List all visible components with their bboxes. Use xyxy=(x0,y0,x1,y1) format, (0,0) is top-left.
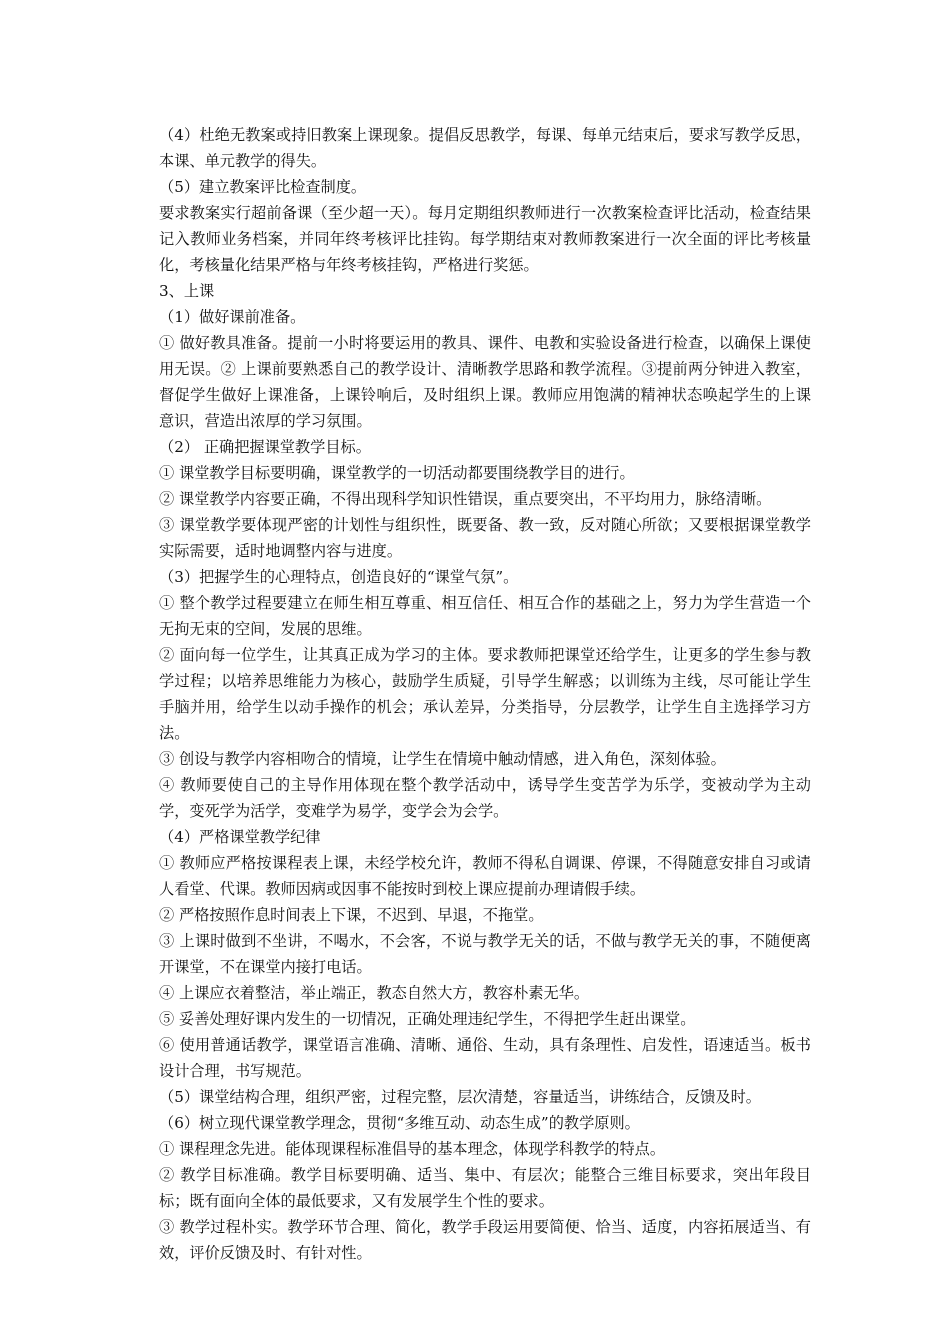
paragraph-atmosphere-4: ④ 教师要使自己的主导作用体现在整个教学活动中，诱导学生变苦学为乐学，变被动学为主动学，变死学为活学，变难学为易学，变学会为会学。 xyxy=(159,776,811,820)
paragraph-6-modern-concept: （6）树立现代课堂教学理念，贯彻“多维互动、动态生成”的教学原则。 xyxy=(159,1114,640,1132)
document-page xyxy=(143,122,811,1266)
paragraph-4-no-lesson-plan: （4）杜绝无教案或持旧教案上课现象。提倡反思教学，每课、每单元结束后，要求写教学反思，本课、单元教学的得失。 xyxy=(159,126,811,170)
paragraph-1-preparation: （1）做好课前准备。 xyxy=(159,308,306,326)
paragraph-discipline-1: ① 教师应严格按课程表上课，未经学校允许，教师不得私自调课、停课，不得随意安排自习或请人看堂、代课。教师因病或因事不能按时到校上课应提前办理请假手续。 xyxy=(159,854,811,898)
paragraph-discipline-3: ③ 上课时做到不坐讲，不喝水，不会客，不说与教学无关的话，不做与教学无关的事，不随便离开课堂，不在课堂内接打电话。 xyxy=(159,932,811,976)
paragraph-5-plan-review: （5）建立教案评比检查制度。 xyxy=(159,178,367,196)
paragraph-2-goals: （2） 正确把握课堂教学目标。 xyxy=(159,438,371,456)
paragraph-goals-2: ② 课堂教学内容要正确，不得出现科学知识性错误，重点要突出，不平均用力，脉络清晰。 xyxy=(159,490,772,508)
paragraph-atmosphere-3: ③ 创设与教学内容相吻合的情境，让学生在情境中触动情感，进入角色，深刻体验。 xyxy=(159,750,726,768)
paragraph-concept-2: ② 教学目标准确。教学目标要明确、适当、集中、有层次；能整合三维目标要求，突出年段目标；既有面向全体的最低要求，又有发展学生个性的要求。 xyxy=(159,1166,811,1210)
paragraph-concept-3: ③ 教学过程朴实。教学环节合理、简化，教学手段运用要简便、恰当、适度，内容拓展适当、有效，评价反馈及时、有针对性。 xyxy=(159,1218,811,1262)
paragraph-atmosphere-1: ① 整个教学过程要建立在师生相互尊重、相互信任、相互合作的基础之上，努力为学生营造一个无拘无束的空间，发展的思维。 xyxy=(159,594,811,638)
paragraph-discipline-4: ④ 上课应衣着整洁，举止端正，教态自然大方，教容朴素无华。 xyxy=(159,984,590,1002)
paragraph-goals-1: ① 课堂教学目标要明确，课堂教学的一切活动都要围绕教学目的进行。 xyxy=(159,464,635,482)
paragraph-4-discipline: （4）严格课堂教学纪律 xyxy=(159,828,321,846)
paragraph-goals-3: ③ 课堂教学要体现严密的计划性与组织性，既要备、教一致，反对随心所欲；又要根据课堂教学实际需要，适时地调整内容与进度。 xyxy=(159,516,811,560)
paragraph-preparation-details: ① 做好教具准备。提前一小时将要运用的教具、课件、电教和实验设备进行检查，以确保上课使用无误。② 上课前要熟悉自己的教学设计、清晰教学思路和教学流程。③提前两分钟进入教室，督促学生做好上课准备，上课铃响后，及时组织上课。教师应用饱满的精神状态唤起学生的上课意识，营造出浓厚的学习氛围。 xyxy=(159,334,811,430)
section-heading-class: 3、上课 xyxy=(159,282,215,300)
paragraph-5-structure: （5）课堂结构合理，组织严密，过程完整，层次清楚，容量适当，讲练结合，反馈及时。 xyxy=(159,1088,761,1106)
paragraph-3-atmosphere: （3）把握学生的心理特点，创造良好的“课堂气氛”。 xyxy=(159,568,519,586)
paragraph-atmosphere-2: ② 面向每一位学生，让其真正成为学习的主体。要求教师把课堂还给学生，让更多的学生参与教学过程；以培养思维能力为核心，鼓励学生质疑，引导学生解惑；以训练为主线，尽可能让学生手脑并用，给学生以动手操作的机会；承认差异，分类指导，分层教学，让学生自主选择学习方法。 xyxy=(159,646,811,742)
paragraph-discipline-6: ⑥ 使用普通话教学，课堂语言准确、清晰、通俗、生动，具有条理性、启发性，语速适当。板书设计合理，书写规范。 xyxy=(159,1036,811,1080)
paragraph-concept-1: ① 课程理念先进。能体现课程标准倡导的基本理念，体现学科教学的特点。 xyxy=(159,1140,666,1158)
paragraph-discipline-2: ② 严格按照作息时间表上下课，不迟到、早退，不拖堂。 xyxy=(159,906,544,924)
paragraph-plan-requirements: 要求教案实行超前备课（至少超一天）。每月定期组织教师进行一次教案检查评比活动，检查结果记入教师业务档案，并同年终考核评比挂钩。每学期结束对教师教案进行一次全面的评比考核量化，考核量化结果严格与年终考核挂钩，严格进行奖惩。 xyxy=(159,204,811,274)
paragraph-discipline-5: ⑤ 妥善处理好课内发生的一切情况，正确处理违纪学生，不得把学生赶出课堂。 xyxy=(159,1010,696,1028)
